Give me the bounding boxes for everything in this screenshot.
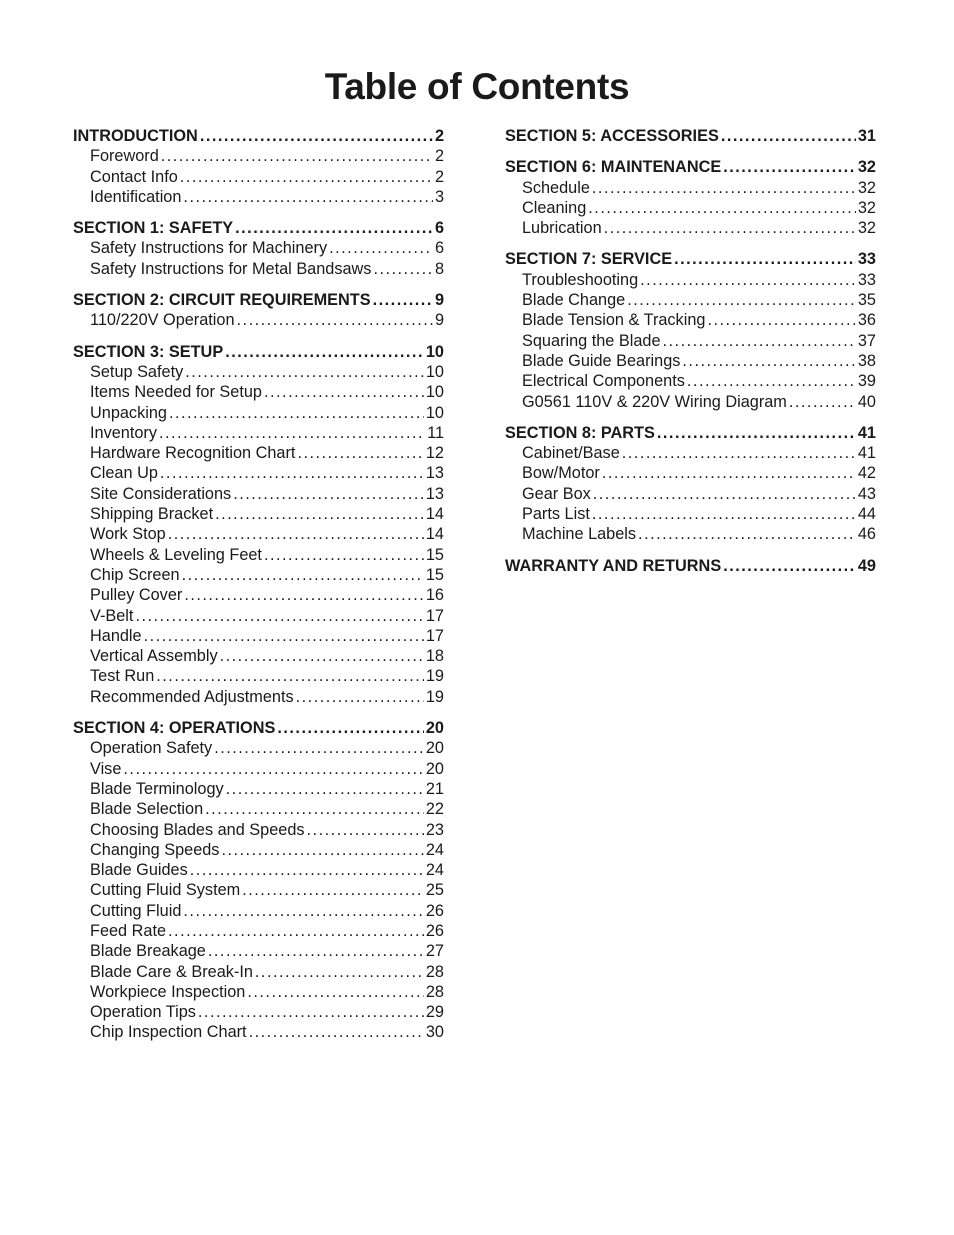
toc-entry-row bbox=[505, 310, 876, 330]
dot-leader bbox=[237, 310, 433, 330]
toc-heading-row bbox=[73, 718, 444, 738]
toc-entry-row bbox=[505, 270, 876, 290]
toc-section-section-7-service bbox=[505, 249, 876, 411]
toc-entry-row bbox=[73, 901, 444, 921]
dot-leader bbox=[264, 382, 424, 402]
toc-entry-row bbox=[505, 351, 876, 371]
page-number: 13 bbox=[425, 484, 444, 503]
entry-label: Inventory bbox=[90, 423, 157, 442]
toc-section-section-3-setup bbox=[73, 342, 444, 707]
toc-entry-row bbox=[73, 403, 444, 423]
toc-entry-row bbox=[73, 1002, 444, 1022]
entry-label: Workpiece Inspection bbox=[90, 982, 246, 1001]
page-number: 32 bbox=[857, 219, 876, 238]
toc-entry-row bbox=[73, 463, 444, 483]
dot-leader bbox=[247, 982, 424, 1002]
dot-leader bbox=[123, 759, 423, 779]
dot-leader bbox=[373, 290, 433, 310]
section-heading: SECTION 7: SERVICE bbox=[505, 250, 673, 269]
dot-leader bbox=[264, 545, 424, 565]
toc-entry-row bbox=[73, 423, 444, 443]
page-number: 15 bbox=[425, 565, 444, 584]
page-number: 32 bbox=[857, 158, 876, 177]
section-heading: SECTION 2: CIRCUIT REQUIREMENTS bbox=[73, 291, 371, 310]
page-number: 26 bbox=[425, 921, 444, 940]
dot-leader bbox=[707, 310, 855, 330]
entry-label: Site Considerations bbox=[90, 484, 232, 503]
toc-column-left bbox=[73, 126, 444, 1054]
toc-section-warranty-and-returns bbox=[505, 556, 876, 576]
dot-leader bbox=[215, 504, 424, 524]
entry-label: Cutting Fluid bbox=[90, 901, 182, 920]
dot-leader bbox=[657, 423, 856, 443]
entry-label: Vise bbox=[90, 759, 122, 778]
toc-entry-row bbox=[73, 382, 444, 402]
toc-section-section-1-safety bbox=[73, 218, 444, 279]
page-number: 37 bbox=[857, 331, 876, 350]
page-number: 23 bbox=[425, 820, 444, 839]
page-number: 15 bbox=[425, 545, 444, 564]
page-number: 2 bbox=[434, 167, 444, 186]
dot-leader bbox=[622, 443, 856, 463]
entry-label: Blade Selection bbox=[90, 800, 204, 819]
toc-entry-row bbox=[73, 860, 444, 880]
page-number: 14 bbox=[425, 525, 444, 544]
dot-leader bbox=[296, 687, 424, 707]
page-number: 38 bbox=[857, 351, 876, 370]
toc-heading-row bbox=[73, 342, 444, 362]
toc-entry-row bbox=[73, 779, 444, 799]
dot-leader bbox=[592, 178, 856, 198]
toc-entry-row bbox=[73, 524, 444, 544]
entry-label: Handle bbox=[90, 626, 142, 645]
page-number: 21 bbox=[425, 779, 444, 798]
entry-label: Blade Tension & Tracking bbox=[522, 311, 706, 330]
page-number: 29 bbox=[425, 1003, 444, 1022]
dot-leader bbox=[329, 238, 433, 258]
page-number: 10 bbox=[425, 362, 444, 381]
entry-label: Recommended Adjustments bbox=[90, 687, 294, 706]
toc-entry-row bbox=[73, 484, 444, 504]
page-number: 42 bbox=[857, 464, 876, 483]
page-number: 22 bbox=[425, 800, 444, 819]
page-number: 8 bbox=[434, 259, 444, 278]
entry-label: Identification bbox=[90, 187, 182, 206]
entry-label: Electrical Components bbox=[522, 372, 685, 391]
toc-entry-row bbox=[505, 443, 876, 463]
entry-label: Shipping Bracket bbox=[90, 505, 214, 524]
page-number: 24 bbox=[425, 861, 444, 880]
dot-leader bbox=[640, 270, 856, 290]
dot-leader bbox=[249, 1022, 424, 1042]
entry-label: Changing Speeds bbox=[90, 840, 220, 859]
page-number: 32 bbox=[857, 178, 876, 197]
entry-label: Troubleshooting bbox=[522, 270, 639, 289]
entry-label: Pulley Cover bbox=[90, 586, 183, 605]
toc-entry-row bbox=[505, 290, 876, 310]
toc-entry-row bbox=[505, 504, 876, 524]
entry-label: Feed Rate bbox=[90, 921, 167, 940]
entry-label: Blade Terminology bbox=[90, 779, 224, 798]
entry-label: Safety Instructions for Machinery bbox=[90, 239, 328, 258]
toc-entry-row bbox=[505, 463, 876, 483]
entry-label: Squaring the Blade bbox=[522, 331, 661, 350]
toc-entry-row bbox=[73, 238, 444, 258]
toc-entry-row bbox=[505, 524, 876, 544]
dot-leader bbox=[208, 941, 424, 961]
dot-leader bbox=[198, 1002, 424, 1022]
toc-entry-row bbox=[73, 504, 444, 524]
toc-section-introduction bbox=[73, 126, 444, 207]
entry-label: Contact Info bbox=[90, 167, 178, 186]
entry-label: Blade Change bbox=[522, 291, 626, 310]
toc-entry-row bbox=[505, 218, 876, 238]
dot-leader bbox=[592, 504, 856, 524]
section-heading: WARRANTY AND RETURNS bbox=[505, 556, 722, 575]
dot-leader bbox=[307, 820, 424, 840]
page-number: 33 bbox=[857, 270, 876, 289]
dot-leader bbox=[255, 962, 424, 982]
page-number: 14 bbox=[425, 505, 444, 524]
toc-section-section-2-circuit-requirements bbox=[73, 290, 444, 331]
entry-label: Operation Tips bbox=[90, 1003, 196, 1022]
page-number: 41 bbox=[857, 444, 876, 463]
page-number: 16 bbox=[425, 586, 444, 605]
toc-entry-row bbox=[73, 962, 444, 982]
page-number: 26 bbox=[425, 901, 444, 920]
dot-leader bbox=[627, 290, 856, 310]
toc-entry-row bbox=[73, 738, 444, 758]
entry-label: Items Needed for Setup bbox=[90, 383, 262, 402]
toc-entry-row bbox=[73, 759, 444, 779]
page-number: 19 bbox=[425, 667, 444, 686]
entry-label: Gear Box bbox=[522, 484, 591, 503]
toc-entry-row bbox=[73, 646, 444, 666]
page-number: 17 bbox=[425, 626, 444, 645]
toc-entry-row bbox=[505, 331, 876, 351]
dot-leader bbox=[183, 901, 423, 921]
section-heading: SECTION 6: MAINTENANCE bbox=[505, 158, 722, 177]
toc-entry-row bbox=[73, 545, 444, 565]
page-number: 20 bbox=[425, 739, 444, 758]
dot-leader bbox=[721, 126, 856, 146]
entry-label: Chip Inspection Chart bbox=[90, 1023, 247, 1042]
toc-entry-row bbox=[73, 1022, 444, 1042]
entry-label: Schedule bbox=[522, 178, 590, 197]
toc-entry-row bbox=[73, 259, 444, 279]
entry-label: Lubrication bbox=[522, 219, 602, 238]
toc-heading-row bbox=[505, 157, 876, 177]
toc-entry-row bbox=[73, 167, 444, 187]
dot-leader bbox=[242, 880, 424, 900]
dot-leader bbox=[235, 218, 433, 238]
entry-label: Unpacking bbox=[90, 403, 167, 422]
page-number: 11 bbox=[427, 423, 444, 442]
page-number: 39 bbox=[857, 372, 876, 391]
entry-label: Cleaning bbox=[522, 198, 587, 217]
toc-column-right bbox=[505, 126, 876, 587]
dot-leader bbox=[160, 463, 424, 483]
dot-leader bbox=[183, 187, 433, 207]
section-heading: SECTION 1: SAFETY bbox=[73, 219, 234, 238]
dot-leader bbox=[205, 799, 424, 819]
dot-leader bbox=[687, 371, 856, 391]
entry-label: Setup Safety bbox=[90, 362, 184, 381]
dot-leader bbox=[184, 585, 424, 605]
page-number: 9 bbox=[434, 291, 444, 310]
dot-leader bbox=[168, 921, 424, 941]
entry-label: Blade Guides bbox=[90, 861, 188, 880]
toc-heading-row bbox=[505, 249, 876, 269]
entry-label: Foreword bbox=[90, 147, 159, 166]
dot-leader bbox=[723, 157, 856, 177]
page-number: 35 bbox=[857, 291, 876, 310]
dot-leader bbox=[682, 351, 855, 371]
page-number: 24 bbox=[425, 840, 444, 859]
dot-leader bbox=[182, 565, 424, 585]
page-number: 6 bbox=[434, 219, 444, 238]
entry-label: Machine Labels bbox=[522, 525, 637, 544]
page-number: 12 bbox=[425, 444, 444, 463]
toc-entry-row bbox=[73, 840, 444, 860]
toc-entry-row bbox=[73, 820, 444, 840]
dot-leader bbox=[161, 146, 433, 166]
section-heading: SECTION 8: PARTS bbox=[505, 423, 655, 442]
page-number: 17 bbox=[425, 606, 444, 625]
page-number: 10 bbox=[425, 403, 444, 422]
page-number: 41 bbox=[857, 423, 876, 442]
toc-entry-row bbox=[505, 178, 876, 198]
toc-entry-row bbox=[73, 146, 444, 166]
dot-leader bbox=[593, 484, 856, 504]
toc-section-section-4-operations bbox=[73, 718, 444, 1043]
page-number: 31 bbox=[857, 127, 876, 145]
entry-label: Operation Safety bbox=[90, 739, 213, 758]
dot-leader bbox=[233, 484, 424, 504]
toc-entry-row bbox=[73, 187, 444, 207]
section-heading: SECTION 3: SETUP bbox=[73, 342, 224, 361]
toc-entry-row bbox=[505, 392, 876, 412]
toc-section-section-5-accessories bbox=[505, 126, 876, 146]
page-number: 36 bbox=[857, 311, 876, 330]
toc-entry-row bbox=[73, 921, 444, 941]
dot-leader bbox=[277, 718, 424, 738]
toc-entry-row bbox=[73, 362, 444, 382]
dot-leader bbox=[169, 403, 424, 423]
toc-entry-row bbox=[505, 198, 876, 218]
page-number: 18 bbox=[425, 647, 444, 666]
entry-label: Work Stop bbox=[90, 525, 166, 544]
toc-entry-row bbox=[73, 687, 444, 707]
toc-entry-row bbox=[73, 443, 444, 463]
toc-entry-row bbox=[73, 982, 444, 1002]
page-number: 10 bbox=[425, 342, 444, 361]
toc-entry-row bbox=[505, 371, 876, 391]
page-number: 9 bbox=[434, 311, 444, 330]
entry-label: Blade Care & Break-In bbox=[90, 962, 253, 981]
dot-leader bbox=[156, 666, 424, 686]
page-number: 27 bbox=[425, 942, 444, 961]
toc-entry-row bbox=[73, 626, 444, 646]
dot-leader bbox=[588, 198, 856, 218]
toc-heading-row bbox=[73, 290, 444, 310]
dot-leader bbox=[220, 646, 424, 666]
dot-leader bbox=[602, 463, 856, 483]
entry-label: Safety Instructions for Metal Bandsaws bbox=[90, 259, 372, 278]
page-number: 28 bbox=[425, 982, 444, 1001]
entry-label: G0561 110V & 220V Wiring Diagram bbox=[522, 392, 787, 411]
page-number: 30 bbox=[425, 1023, 444, 1042]
entry-label: Clean Up bbox=[90, 464, 158, 483]
dot-leader bbox=[604, 218, 856, 238]
entry-label: Parts List bbox=[522, 505, 590, 524]
toc-section-section-8-parts bbox=[505, 423, 876, 545]
dot-leader bbox=[190, 860, 424, 880]
page-number: 3 bbox=[434, 187, 444, 206]
entry-label: Test Run bbox=[90, 667, 155, 686]
dot-leader bbox=[135, 606, 423, 626]
section-heading: SECTION 4: OPERATIONS bbox=[73, 719, 276, 738]
toc-entry-row bbox=[73, 565, 444, 585]
dot-leader bbox=[180, 167, 433, 187]
dot-leader bbox=[185, 362, 424, 382]
dot-leader bbox=[168, 524, 424, 544]
entry-label: Wheels & Leveling Feet bbox=[90, 545, 262, 564]
page-title: Table of Contents bbox=[324, 66, 630, 107]
toc-entry-row bbox=[73, 310, 444, 330]
entry-label: Bow/Motor bbox=[522, 464, 600, 483]
page-number: 6 bbox=[434, 239, 444, 258]
dot-leader bbox=[144, 626, 424, 646]
toc-heading-row bbox=[505, 556, 876, 576]
dot-leader bbox=[225, 342, 424, 362]
dot-leader bbox=[663, 331, 856, 351]
toc-entry-row bbox=[73, 941, 444, 961]
entry-label: 110/220V Operation bbox=[90, 311, 235, 330]
page-number: 40 bbox=[857, 392, 876, 411]
dot-leader bbox=[723, 556, 856, 576]
dot-leader bbox=[221, 840, 423, 860]
dot-leader bbox=[789, 392, 856, 412]
section-heading: INTRODUCTION bbox=[73, 127, 198, 145]
toc-heading-row bbox=[73, 126, 444, 146]
entry-label: Vertical Assembly bbox=[90, 647, 218, 666]
dot-leader bbox=[159, 423, 425, 443]
toc-entry-row bbox=[505, 484, 876, 504]
page-number: 2 bbox=[434, 147, 444, 166]
dot-leader bbox=[297, 443, 423, 463]
entry-label: V-Belt bbox=[90, 606, 134, 625]
entry-label: Hardware Recognition Chart bbox=[90, 444, 296, 463]
entry-label: Chip Screen bbox=[90, 565, 180, 584]
toc-heading-row bbox=[505, 126, 876, 146]
toc-entry-row bbox=[73, 799, 444, 819]
toc-entry-row bbox=[73, 606, 444, 626]
entry-label: Blade Breakage bbox=[90, 942, 206, 961]
page-number: 46 bbox=[857, 525, 876, 544]
dot-leader bbox=[200, 126, 433, 146]
page-number: 2 bbox=[434, 127, 444, 145]
page-number: 32 bbox=[857, 198, 876, 217]
page-number: 44 bbox=[857, 505, 876, 524]
page-number: 10 bbox=[425, 383, 444, 402]
toc-section-section-6-maintenance bbox=[505, 157, 876, 238]
page-number: 13 bbox=[425, 464, 444, 483]
toc-entry-row bbox=[73, 666, 444, 686]
dot-leader bbox=[373, 259, 433, 279]
section-heading: SECTION 5: ACCESSORIES bbox=[505, 127, 719, 145]
page-number: 25 bbox=[425, 881, 444, 900]
page-number: 49 bbox=[857, 556, 876, 575]
page-number: 20 bbox=[425, 759, 444, 778]
page-number: 20 bbox=[425, 719, 444, 738]
dot-leader bbox=[674, 249, 856, 269]
entry-label: Cabinet/Base bbox=[522, 444, 620, 463]
dot-leader bbox=[214, 738, 424, 758]
entry-label: Cutting Fluid System bbox=[90, 881, 241, 900]
entry-label: Blade Guide Bearings bbox=[522, 351, 681, 370]
page-number: 19 bbox=[425, 687, 444, 706]
entry-label: Choosing Blades and Speeds bbox=[90, 820, 305, 839]
toc-heading-row bbox=[505, 423, 876, 443]
toc-entry-row bbox=[73, 880, 444, 900]
toc-heading-row bbox=[73, 218, 444, 238]
page-number: 33 bbox=[857, 250, 876, 269]
page-number: 43 bbox=[857, 484, 876, 503]
page-number: 28 bbox=[425, 962, 444, 981]
dot-leader bbox=[638, 524, 856, 544]
toc-entry-row bbox=[73, 585, 444, 605]
dot-leader bbox=[226, 779, 424, 799]
